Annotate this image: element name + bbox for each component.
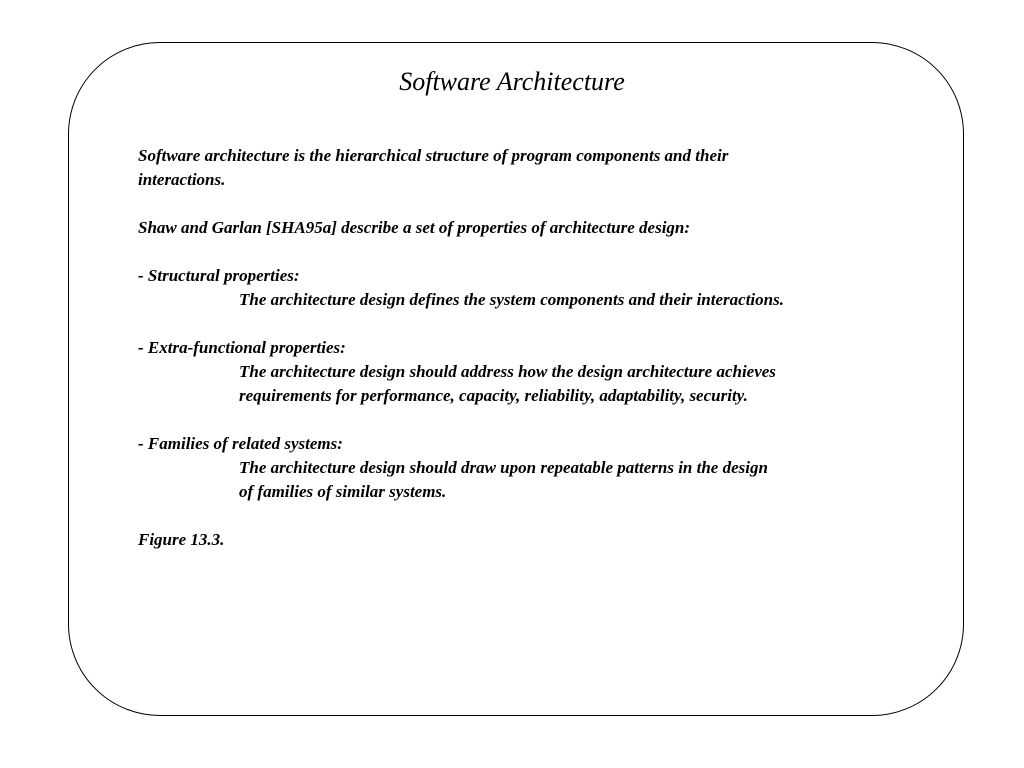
slide-body [138,144,918,576]
property-heading: - Families of related systems: [138,434,343,453]
property-detail-line: of families of similar systems. [239,482,447,501]
property-structural [138,264,918,312]
intro-paragraph [138,144,918,192]
property-extra-functional [138,336,918,408]
intro-line-2: interactions. [138,170,226,189]
property-heading: - Extra-functional properties: [138,338,346,357]
property-detail-line: The architecture design should address how the design architecture achieves [239,362,776,381]
shaw-garlan-paragraph: Shaw and Garlan [SHA95a] describe a set of properties of architecture design: [138,218,691,237]
property-heading: - Structural properties: [138,266,300,285]
property-families [138,432,918,504]
property-detail-line: The architecture design defines the system components and their interactions. [239,290,784,309]
intro-line-1: Software architecture is the hierarchical structure of program components and their [138,146,729,165]
figure-caption: Figure 13.3. [138,530,225,549]
slide-title: Software Architecture [399,67,625,96]
property-detail-line: requirements for performance, capacity, reliability, adaptability, security. [239,386,748,405]
property-detail-line: The architecture design should draw upon repeatable patterns in the design [239,458,768,477]
